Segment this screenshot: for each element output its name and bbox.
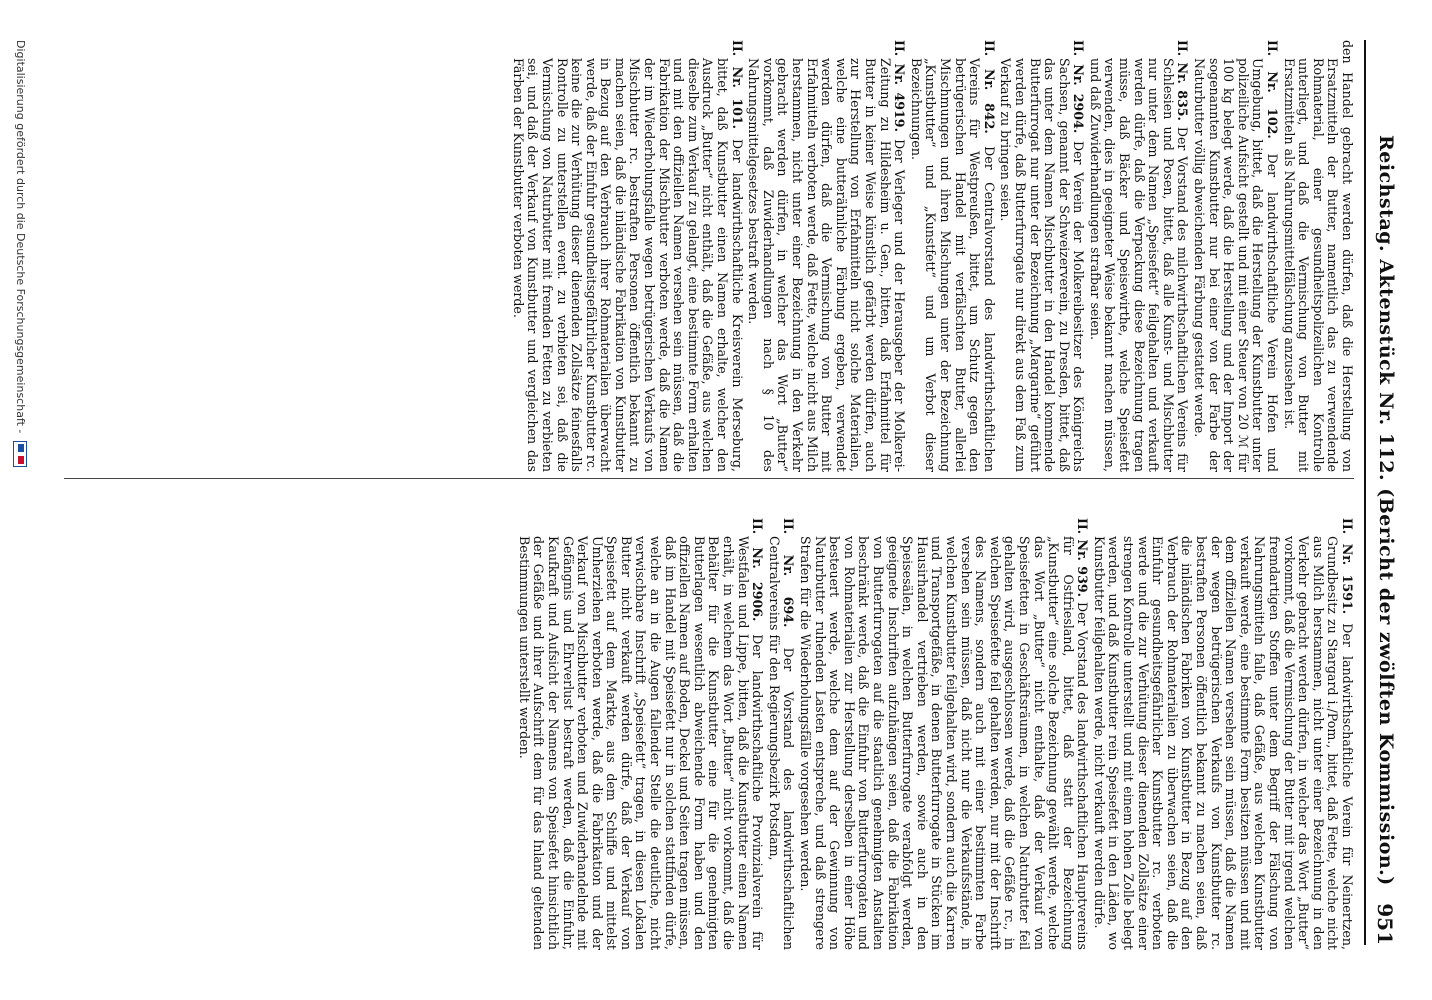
petition-number: II. Nr. 101. xyxy=(729,40,745,130)
left-column xyxy=(508,40,1354,472)
petition-text: Der landwirthschaftliche Verein Hofen und Umgebung, bittet, daß die Herstellung der Kunstbutter unter polizeiliche Aufsicht gestellt und mit einer Steuer von 20 ℳ für 100 kg belegt werde, daß die Herstellung und der Import der sogenannten Kunstbutter nur bei einer von der Farbe der Naturbutter völlig abweichenden Färbung gestattet werde. xyxy=(1192,58,1281,472)
petition-entry xyxy=(1191,40,1279,472)
petition-number: II. Nr. 2906. xyxy=(750,518,766,622)
petition-entry xyxy=(746,40,907,472)
petition-text: Der landwirthschaftliche Provinzialverein für Westfalen und Lippe, bitten, daß die Kunstbutter einen Namen erhält, in welchem das Wort „Butter“ nicht vorkommt, daß die Behälter für die Kunstbutter eine für die genehmigten Butterlagen wesentlich abweichende Form haben und den offiziellen Namen auf Boden, Deckel und Seiten tragen müssen, daß im Handel mit Speisefett nur in solchen stattfinden dürfe, welche an in die Augen fallender Stelle die deutliche, nicht verwischbare Inschrift „Speisefett“ tragen, in diesen Lokalen Butter nicht verkauft werden dürfe, daß der Verkauf von Speisefett auf dem Markte, aus dem Schiffe und mittelst Umherziehen verboten werde, daß die Fabrikation und der Verkauf von Mischbutter verboten und Zuwiderhandelnde mit Gefängnis und Ehrverlust bestraft werden, daß die Einfuhr, Kaufkraft und Aufsicht der Namens von Speisefett hinsichtlich der Gefäße und ihrer Aufschrift dem für das Inland geltenden Bestimmungen unterstellt werden. xyxy=(516,536,766,950)
petition-text: Der Vorstand des landwirthschaftlichen Centralvereins für den Regierungsbezirk Potsdam, xyxy=(766,536,797,950)
petition-number: II. Nr. 939. xyxy=(1075,518,1091,597)
petition-entry xyxy=(1087,40,1189,472)
dfg-logo xyxy=(13,441,27,467)
petition-number: II. Nr. 694. xyxy=(781,518,797,628)
page-header xyxy=(1365,40,1397,945)
running-title: Reichstag. Aktenstück Nr. 112. (Bericht der zwölften Kommission.) xyxy=(1375,135,1397,886)
petition-entry xyxy=(908,40,996,472)
petition-entry xyxy=(516,518,764,950)
header-rule xyxy=(1364,40,1366,945)
petition-number: II. Nr. 842. xyxy=(981,40,997,134)
petition-text: Der landwirthschaftliche Verein für Neinertzen, Grundbesitz zu Stargard i./Pom., bittet, daß Fette, welche nicht aus Milch herstammen, nicht unter einer Bezeichnung in den Verkehr gebracht werden dürfen, in welcher das Wort „Butter“ vorkommt, daß die Vermischung der Butter mit irgend welchen fremdartigen Stoffen unter dem Begriff der Fälschung von Nahrungsmitteln falle, daß Gefäße, aus welchen Kunstbutter verkauft werde, eine bestimmte Form besitzen müssen und mit dem offiziellen Namen versehen sein müssen, daß die Namen der wegen betrügerischen Verkaufs von Kunstbutter rc. bestraften Personen öffentlich bekannt zu machen seien, daß die inländischen Fabriken von Kunstbutter in Bezug auf den Verbrauch der Rohmaterialien zu überwachen seien, daß die Einfuhr gesundheitsgefährlicher Kunstbutter rc. verboten werde und die zur Verhütung dieser dienenden Zollsätze einer strengen Kontrolle unterstellt und mit einem hohen Zolle belegt werden, und daß Kunstbutter rein Speisefett in den Läden, wo Kunstbutter feilgehalten werde, nicht verkauft werden dürfe. xyxy=(1091,536,1355,950)
petition-text: Der landwirthschaftliche Kreisverein Merseburg, bittet, daß Kunstbutter einen Namen erhalte, welcher den Ausdruck „Butter“ nicht enthält, daß die Gefäße, aus welchen dieselbe zum Verkauf zu gelangt, eine bestimmte Form erhalten und mit den offiziellen Namen versehen sein müssen, daß die Fabrikation der Mischbutter verboten werde, daß die Namen der im Wiederholungsfalle wegen betrügerischen Verkaufs von Mischbutter rc. bestraften Personen öffentlich bekannt zu machen seien, daß die inländische Fabrikation von Kunstbutter in Bezug auf den Verbrauch ihrer Rohmaterialien überwacht werde, daß der Einfuhr gesundheitsgefährlicher Kunstbutter rc. keine die zur Verhütung dieser dienenden Zollsätze feinesfalls Rontrolle zu unterstellen event. zu verbieten sei, daß die Vermischung von Naturbutter mit fremden Fetten zu verbieten sei, und daß der Verkauf von Kunstbutter und vergleichen das Färben der Kunstbutter verboten werde. xyxy=(510,58,745,472)
digitization-credit xyxy=(13,40,27,945)
petition-entry xyxy=(1281,40,1354,472)
petition-text: Der Vorstand des milchwirthschaftlichen Vereins für Schlesien und Posen, bittet, daß alle Kunst- und Mischbutter nur unter dem Namen „Speisefett“ feilgehalten und verkauft werden dürfe, daß die Verpackung diese Bezeichnung tragen müsse, daß Bäcker und Speisewirthe, welche Speisefett verwenden, dies in geeigneter Weise bekannt machen müssen, und daß Zuwiderhandlungen strafbar seien. xyxy=(1087,58,1191,472)
page-number: 951 xyxy=(1373,903,1397,945)
petition-text: Der Verein der Molkereibesitzer des Königreichs Sachsen, genannt der Schweizerverein, zu Dresden, bittet, daß das unter dem Namen Mischbutter in den Handel kommende Butterfurrogat nur unter der Bezeichnung „Margarine“ geführt werden dürfe, daß Butterfurrogate nur direkt aus dem Faß zum Verkauf zu bringen seien. xyxy=(998,58,1087,472)
petition-text: Der Verleger und der Herausgeber der Molkerei-Zeitung zu Hildesheim u. Gen., bitten, daß Erfahmittel für Butter in keiner Weise künstlich gefärbt werden dürfen, auch zur Herstellung von Erfahmitteln nicht solche Materialien, welche eine butterähnliche Färbung ergeben, verwendet werden dürfen, daß die Vermischung von Butter mit Erfahmitteln verboten werde, daß Fette, welche nicht aus Milch herstammen, nicht unter einer Bezeichnung in den Verkehr gebracht werden dürfen, in welcher das Wort „Butter“ vorkommt, daß Zuwiderhandlungen nach § 10 des Nahrungsmittelgesetzes bestraft werden. xyxy=(746,58,908,472)
petition-entry xyxy=(1091,518,1354,950)
petition-number: II. Nr. 1591. xyxy=(1340,518,1355,615)
credit-text: Digitalisierung gefördert durch die Deutsche Forschungsgemeinschaft - xyxy=(14,40,27,434)
petition-number: II. Nr. 2904. xyxy=(1071,40,1087,134)
petition-number: II. Nr. 102. xyxy=(1265,40,1281,139)
petition-entry xyxy=(510,40,744,472)
column-divider xyxy=(64,478,1354,479)
petition-entry xyxy=(797,518,1089,950)
petition-entry xyxy=(998,40,1086,472)
petition-text: den Handel gebracht werden dürfen, daß die Herstellung von Ersatzmitteln der Butter, namentlich das zu verwendende Rohmaterial, einer gesundheitspolizeilichen Kontrolle unterliegt, und daß die Vermischung von Butter mit Ersatzmitteln als Nahrungsmittelfälschung anzusehen ist. xyxy=(1281,40,1355,472)
petition-text: Der Centralvorstand des landwirthschaftlichen Vereins für Westpreußen, bittet, um Schutz gegen den betrügerischen Handel mit verfälschten Butter, allerlei Mischmungen und ihren Mischungen unter der Bezeichnung „Kunstbutter“ und „Kunstfett“ und um Verbot dieser Bezeichnungen. xyxy=(908,58,997,472)
petition-number: II. Nr. 4919. xyxy=(892,40,908,132)
petition-text: Der Vorstand des landwirthschaftlichen Hauptvereins für Ostfriesland, bittet, daß statt der Bezeichnung „Kunstbutter“ eine solche Bezeichnung gewählt werde, welche das Wort „Butter“ nicht enthalte, daß der Verkauf von Speisefetten in Geschäftsräumen, in welchen Naturbutter feil gehalten wird, ausgeschlossen werde, daß die Gefäße rc., in welchen Speisefette feil gehalten werden, nur mit der Inschrift des Namens, sondern auch mit einer bestimmten Farbe versehen sein müssen, daß nicht nur die Verkaufsstände, in welchen Kunstbutter feilgehalten wird, sondern auch die Karren und Transportgefäße, in denen Butterfurrogate in Stücken im Hausirhandel vertrieben werden, sowie auch in den Speisesälen, in welchen Butterfurrogate verabfolgt werden, geeignete Inschriften aufzuhängen seien, daß die Fabrikation von Butterfurrogaten auf die staatlich genehmigten Anstalten beschränkt werde, daß die Einfuhr von Butterfurrogaten und von Rohmaterialien zur Herstellung derselben in einer Höhe besteuert werde, welche dem auf der Gewinnung von Naturbutter ruhenden Lasten entspreche, und daß strengere Strafen für die Wiederholungsfälle vorgesehen werden. xyxy=(798,536,1091,950)
petition-entry xyxy=(766,518,795,950)
petition-number: II. Nr. 835. xyxy=(1175,40,1191,121)
right-column xyxy=(514,518,1354,950)
